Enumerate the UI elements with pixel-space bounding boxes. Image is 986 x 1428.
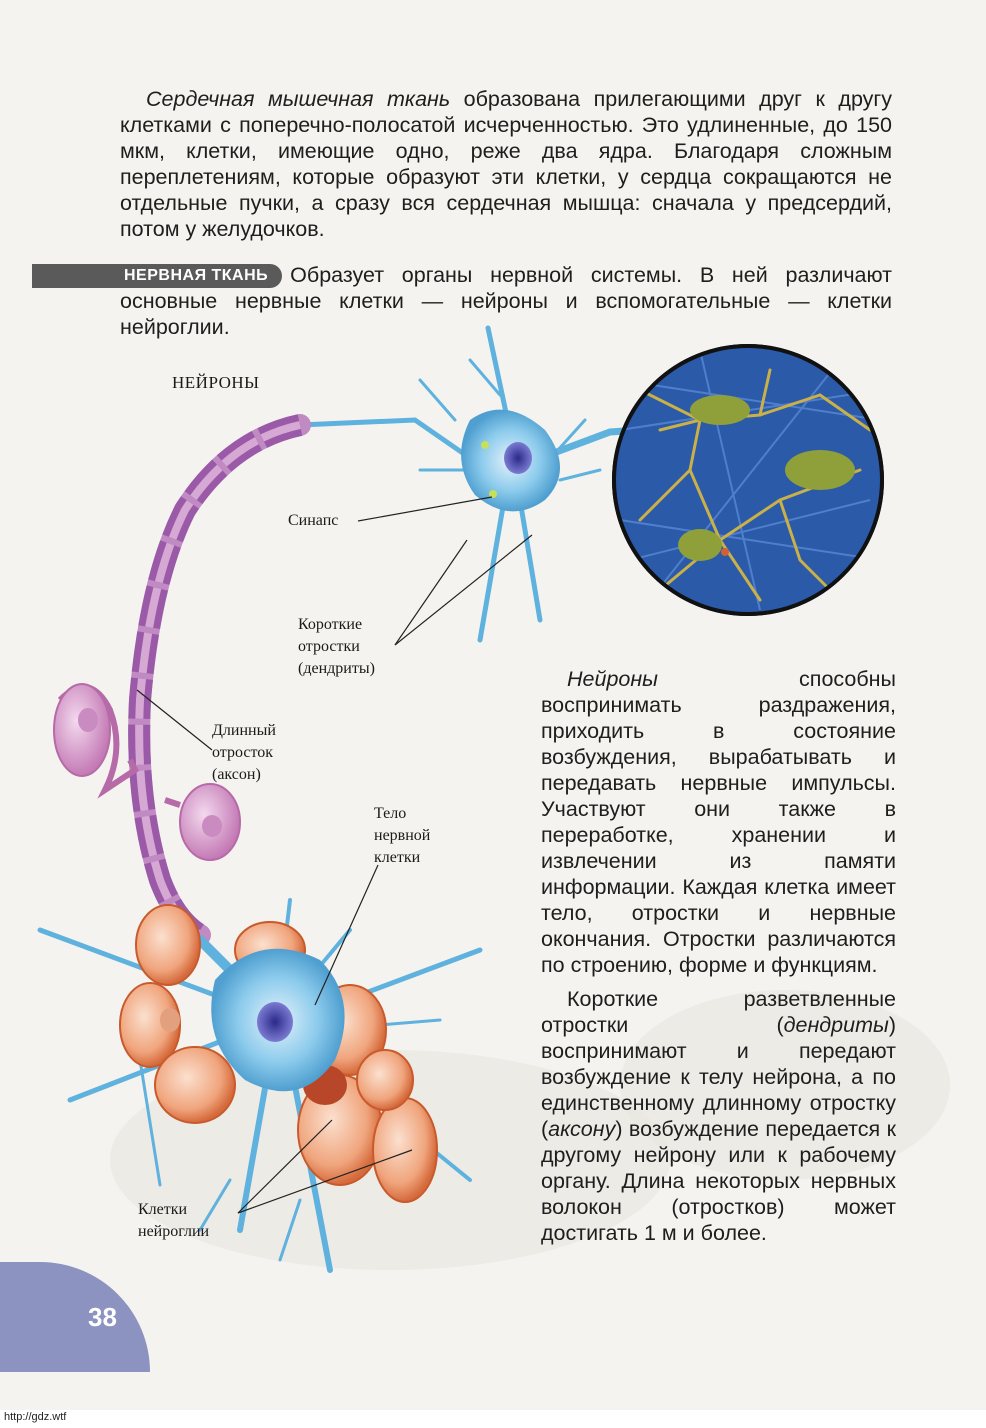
paragraph-neurons: Нейроны способны воспринимать раздражения, приходить в состояние возбуждения, вырабатывать и передавать нервные импульсы. Участвуют они также в переработке, хранении и извлечении из памяти информации. Каждая клетка имеет тело, отростки и нервные окончания. Отростки различаются по строению, форме и функциям. — [541, 667, 896, 977]
lower-neuron-nucleus — [257, 1002, 293, 1042]
label-axon: Длинный отросток (аксон) — [212, 722, 276, 783]
label-neuroglia: Клетки нейроглии — [138, 1201, 210, 1240]
paragraph-cardiac-tissue: Сердечная мышечная ткань образована прилегающими друг к другу клетками с поперечно-полосатой исчерченностью. Это удлиненные, до 150 мкм, клетки, имеющие одно, реже два ядра. Благодаря сложным переплетениям, которые образуют эти клетки, у сердца сокращаются не отдельные пучки, а сразу вся сердечная мышца: сначала у предсердий, потом у желудочков. — [120, 87, 892, 241]
section-badge: НЕРВНАЯ ТКАНЬ — [120, 264, 282, 288]
paragraph-nervous-tissue: НЕРВНАЯ ТКАНЬ Образует органы нервной системы. В ней различают основные нервные клетки — нейроны и вспомогательные — клетки нейроглии. — [120, 263, 892, 339]
footer — [0, 1410, 986, 1428]
label-synapse: Синапс — [288, 512, 339, 529]
term-dendrites: дендриты — [783, 1013, 889, 1037]
paragraph-processes: Короткие разветвленные отростки (дендриты) воспринимают и передают возбуждение к телу нейрона, а по единственному длинному отростку (аксону) возбуждение передается к другому нейрону или к рабочему органу. Длина некоторых нервных волокон (отростков) может достигать 1 м и более. — [541, 987, 896, 1245]
term-cardiac-tissue: Сердечная мышечная ткань — [146, 87, 451, 111]
term-axon: аксону — [548, 1117, 616, 1141]
term-neurons: Нейроны — [567, 667, 659, 691]
micrograph — [612, 344, 884, 616]
figure-title: НЕЙРОНЫ — [172, 373, 260, 392]
page-number: 38 — [88, 1302, 117, 1332]
label-cell-body: Тело нервной клетки — [374, 805, 431, 866]
synapse-dot-icon — [481, 441, 489, 449]
upper-neuron-nucleus — [504, 442, 532, 474]
label-dendrites: Короткие отростки (дендриты) — [298, 616, 375, 677]
footer-url[interactable]: http://gdz.wtf — [4, 1411, 67, 1423]
